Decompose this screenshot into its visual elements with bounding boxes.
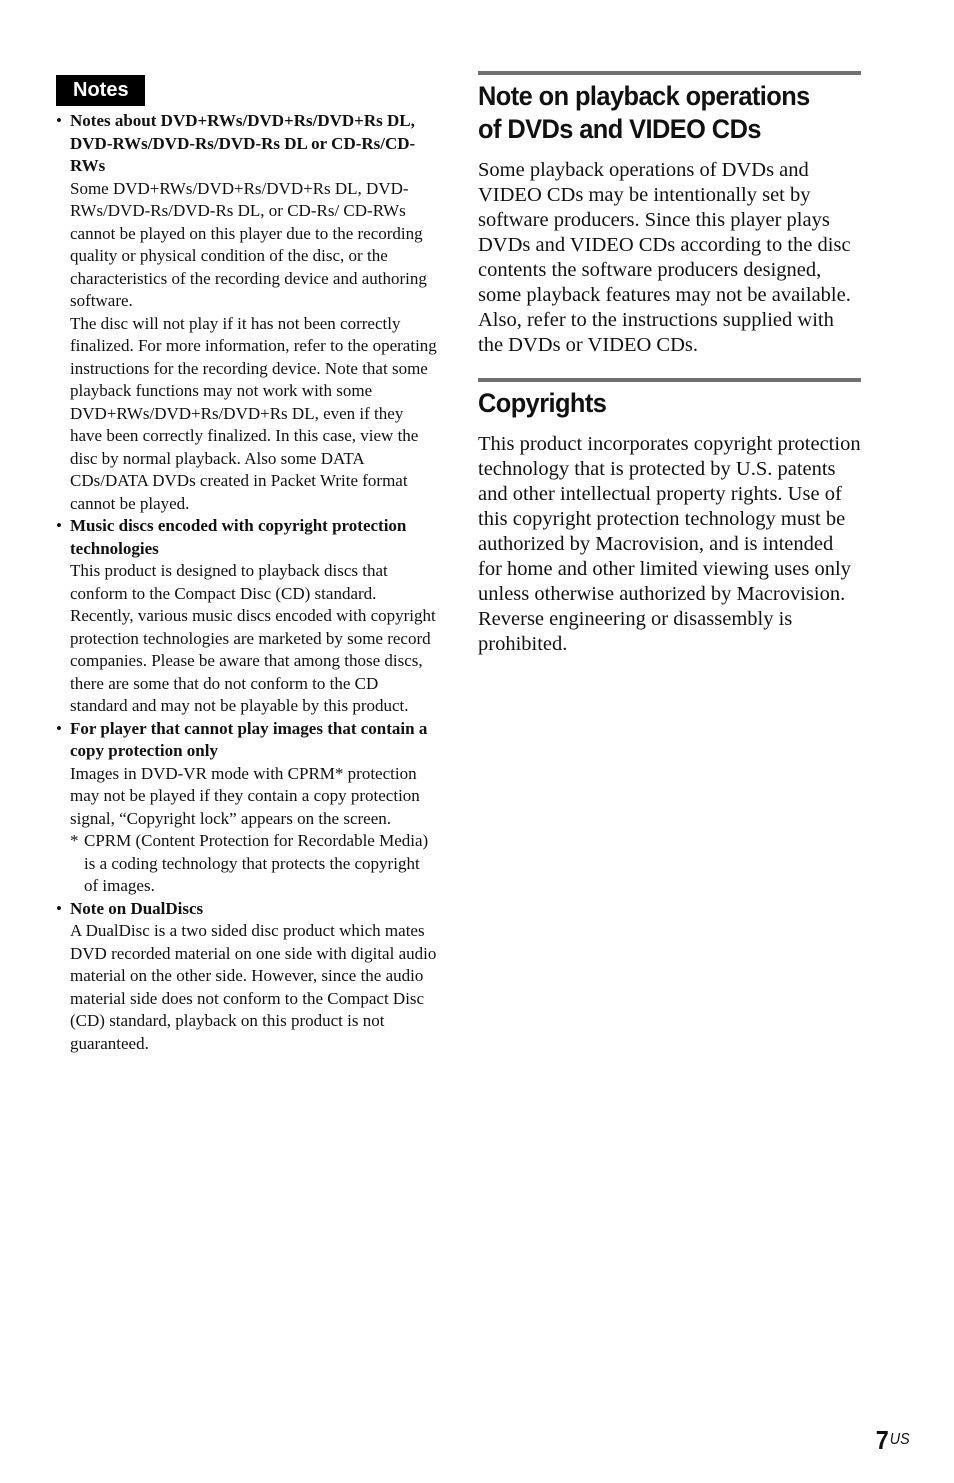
section-body: Some playback operations of DVDs and VIDEO CDs may be intentionally set by software producers. Since this player plays DVDs and VIDEO CDs according to the disc contents the software producers designed, some playback features may not be available. Also, refer to the instructions supplied with the DVDs or VIDEO CDs. <box>478 159 851 356</box>
section-heading: Note on playback operations of DVDs and VIDEO CDs <box>478 81 810 144</box>
bullet-icon: • <box>56 111 62 130</box>
page-number <box>876 1425 910 1455</box>
note-heading: Notes about DVD+RWs/DVD+Rs/DVD+Rs DL, DVD-RWs/DVD-Rs/DVD-Rs DL or CD-Rs/CD-RWs <box>70 111 416 175</box>
page-region-suffix: US <box>889 1431 910 1448</box>
note-body <box>70 763 438 898</box>
note-item-copyright-music-discs <box>56 515 438 718</box>
note-body <box>70 920 438 1055</box>
sections-column <box>478 71 861 657</box>
footnote-text: CPRM (Content Protection for Recordable Media) is a coding technology that protects the copyright of images. <box>84 831 429 895</box>
section-divider <box>478 71 861 75</box>
bullet-icon: • <box>56 898 62 918</box>
section-copyrights <box>478 378 861 657</box>
note-body <box>70 178 438 516</box>
page-number-value: 7 <box>876 1425 890 1455</box>
note-paragraph: The disc will not play if it has not been correctly finalized. For more information, refer to the operating instructions for the recording device. Note that some playback functions may not work with some DVD+RWs/DVD+Rs/DVD+Rs DL, even if they have been correctly finalized. In this case, view the disc by normal playback. Also some DATA CDs/DATA DVDs created in Packet Write format cannot be played. <box>70 313 437 513</box>
notes-list <box>56 110 438 1055</box>
notes-badge: Notes <box>56 75 145 106</box>
footnote <box>70 830 438 898</box>
bullet-icon: • <box>56 718 62 738</box>
note-paragraph: A DualDisc is a two sided disc product which mates DVD recorded material on one side with digital audio material on the other side. However, since the audio material side does not conform to the Compact Disc (CD) standard, playback on this product is not guaranteed. <box>70 921 437 1053</box>
note-heading: For player that cannot play images that contain a copy protection only <box>70 718 428 760</box>
note-item-copy-protection-images <box>56 718 438 898</box>
section-body: This product incorporates copyright protection technology that is protected by U.S. patents and other intellectual property rights. Use of this copyright protection technology must be authorized by Macrovision, and is intended for home and other limited viewing uses only unless otherwise authorized by Macrovision. Reverse engineering or disassembly is prohibited. <box>478 433 861 655</box>
note-item-recordable-discs <box>56 110 438 515</box>
bullet-icon: • <box>56 516 62 535</box>
footnote-mark: * <box>70 831 79 850</box>
notes-column <box>56 75 438 1055</box>
note-item-dualdiscs <box>56 898 438 1056</box>
note-body <box>70 560 438 718</box>
section-heading: Copyrights <box>478 388 607 418</box>
note-heading: Note on DualDiscs <box>70 898 204 918</box>
section-divider <box>478 378 861 382</box>
section-playback-operations <box>478 71 861 358</box>
note-paragraph: This product is designed to playback discs that conform to the Compact Disc (CD) standard. Recently, various music discs encoded with copyright protection technologies are marketed by some record companies. Please be aware that among those discs, there are some that do not conform to the CD standard and may not be playable by this product. <box>70 561 436 715</box>
note-paragraph: Images in DVD-VR mode with CPRM* protection may not be played if they contain a copy protection signal, “Copyright lock” appears on the screen. <box>70 763 420 828</box>
note-heading: Music discs encoded with copyright protection technologies <box>70 516 407 558</box>
note-paragraph: Some DVD+RWs/DVD+Rs/DVD+Rs DL, DVD-RWs/DVD-Rs/DVD-Rs DL, or CD-Rs/ CD-RWs cannot be played on this player due to the recording quality or physical condition of the disc, or the characteristics of the recording device and authoring software. <box>70 178 427 310</box>
